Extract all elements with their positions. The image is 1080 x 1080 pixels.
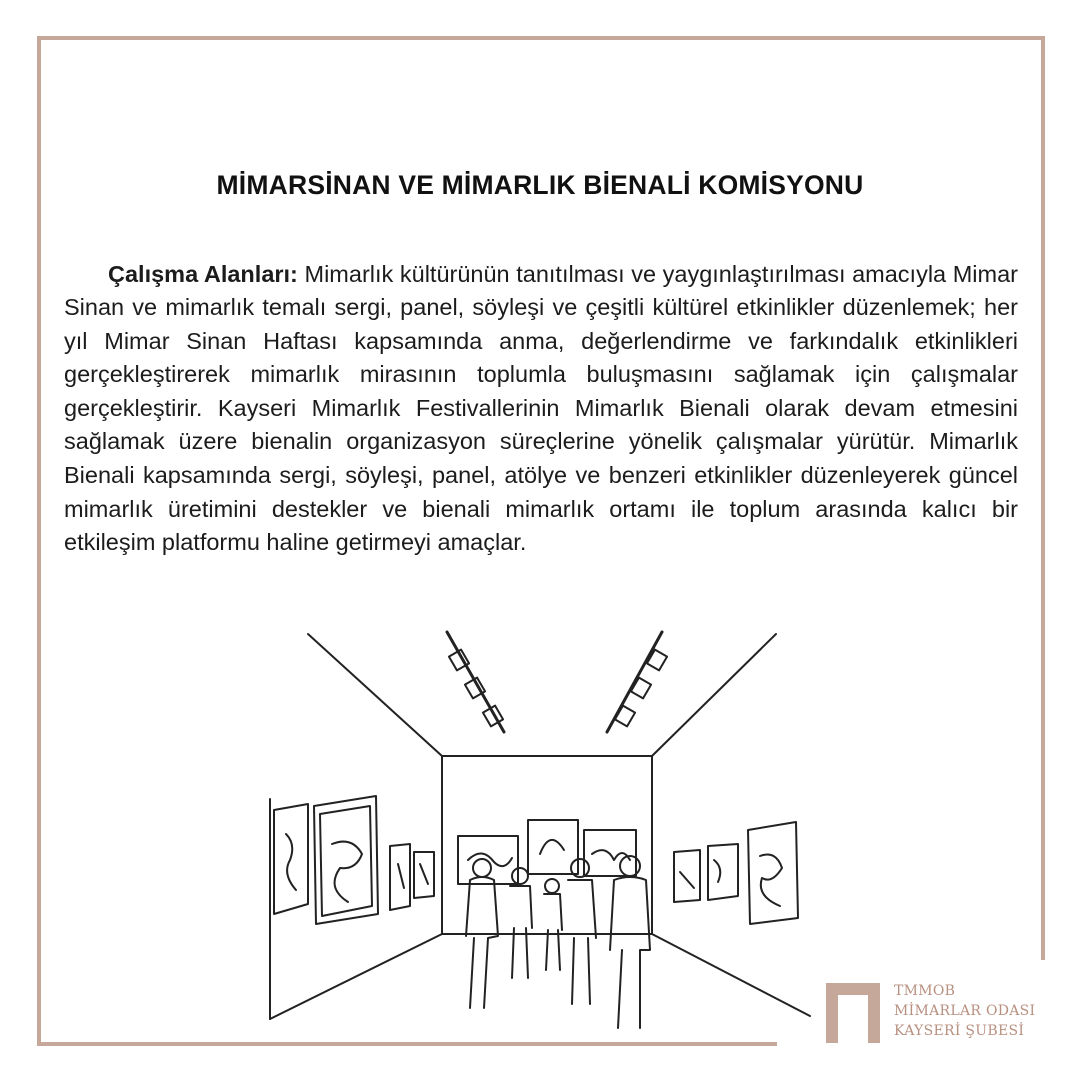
logo-text [894,981,1054,1041]
body-paragraph [64,258,1018,560]
tmmob-logo-mark-icon [822,979,884,1047]
logo-line-mimarlar-odasi: MİMARLAR ODASI [894,1003,1036,1019]
body-text: Mimarlık kültürünün tanıtılması ve yaygınlaştırılması amacıyla Mimar Sinan ve mimarlık temalı sergi, panel, söyleşi ve çeşitli kültürel etkinlikler düzenlemek; her yıl Mimar Sinan Haftası kapsamında anma, değerlendirme ve farkındalık etkinlikleri gerçekleştirerek mimarlık mirasının toplumla buluşmasını sağlamak için çalışmalar gerçekleştirir. Kayseri Mimarlık Festivallerinin Mimarlık Bienali olarak devam etmesini sağlamak üzere bienalin organizasyon süreçlerine yönelik çalışmalar yürütür. Mimarlık Bienali kapsamında sergi, söyleşi, panel, atölye ve benzeri etkinlikler düzenleyerek güncel mimarlık üretimini destekler ve bienali mimarlık ortamı ile toplum arasında kalıcı bir etkileşim platformu haline getirmeyi amaçlar. [64,260,1018,556]
tmmob-logo [822,975,1052,1055]
logo-line-tmmob: TMMOB [894,983,956,999]
section-label: Çalışma Alanları: [108,260,298,287]
page-title: MİMARSİNAN VE MİMARLIK BİENALİ KOMİSYONU [216,169,864,200]
frame-border-right [1041,36,1045,960]
logo-line-kayseri-subesi: KAYSERİ ŞUBESİ [894,1023,1025,1039]
frame-border-top [37,36,1045,40]
art-gallery-illustration [262,624,822,1044]
frame-border-left [37,36,41,1046]
